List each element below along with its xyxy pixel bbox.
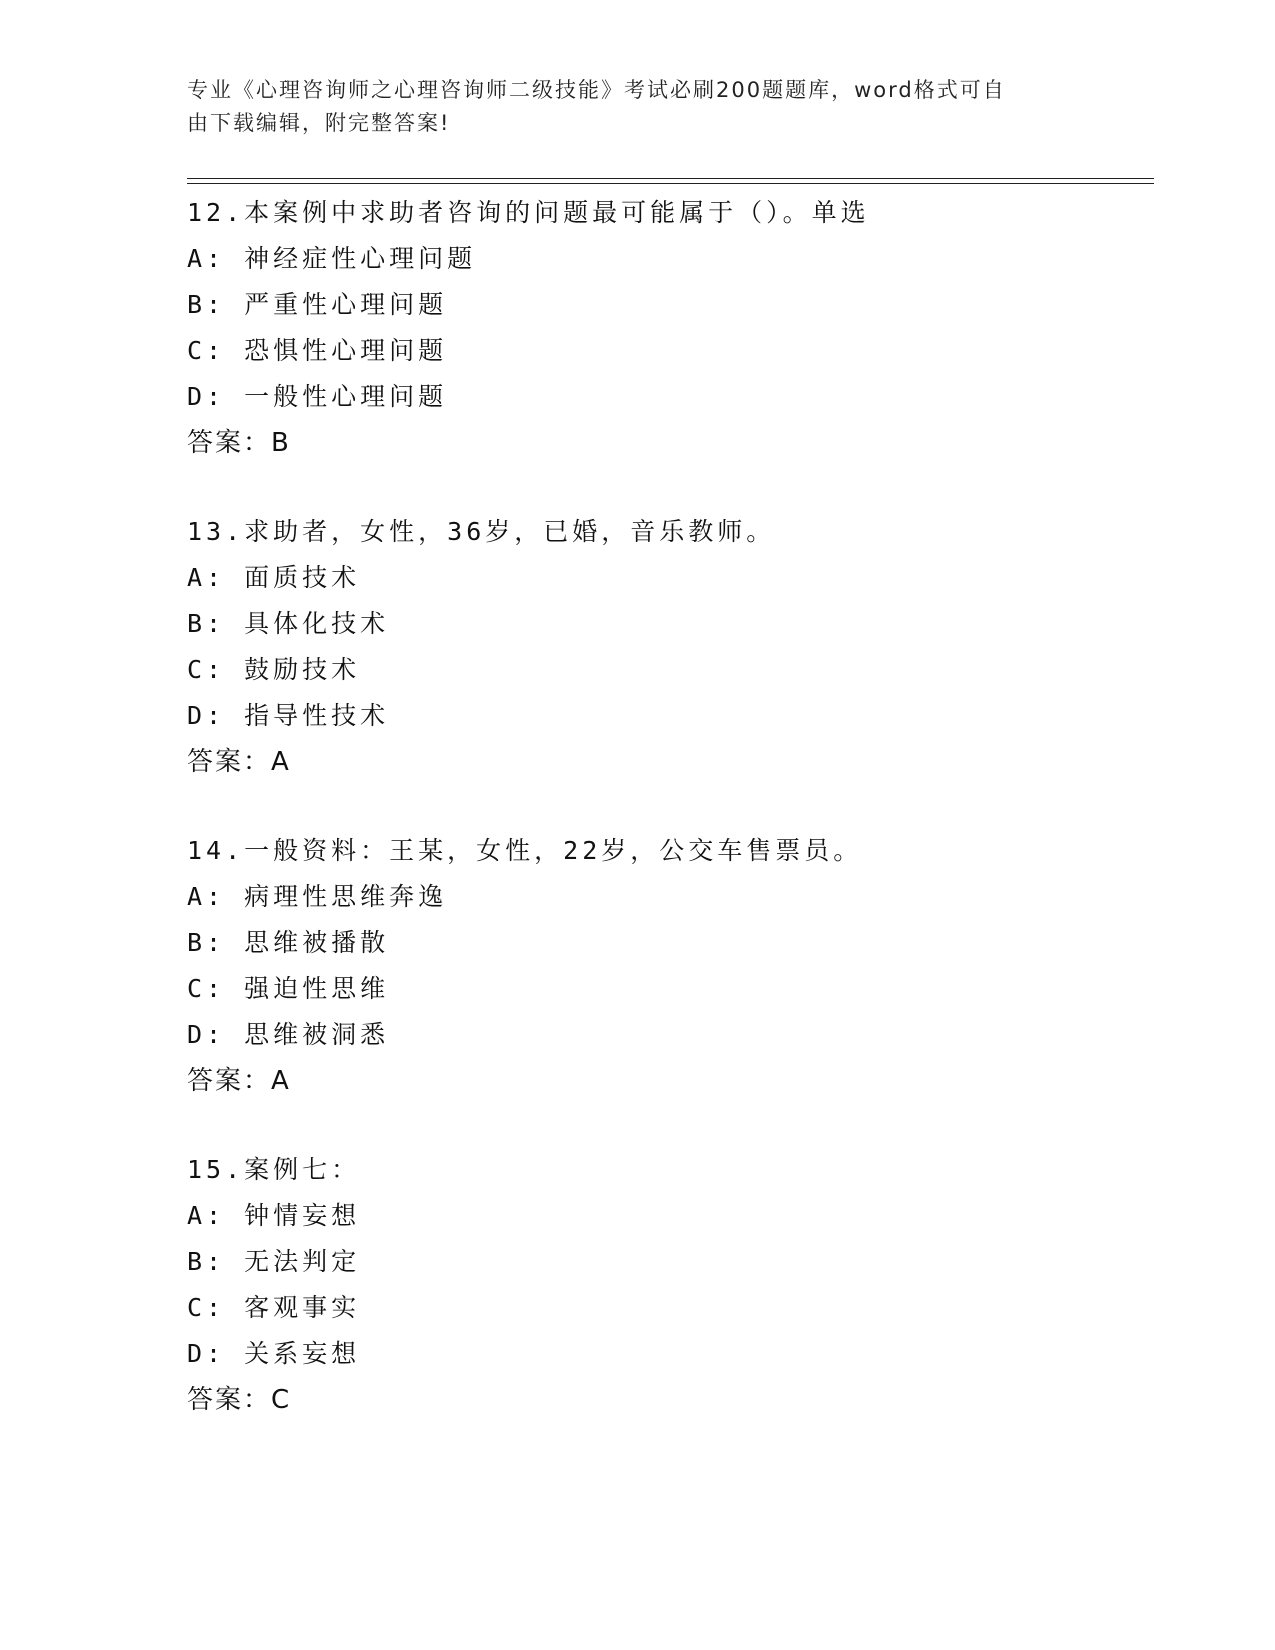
option-a: A: 神经症性心理问题 [187, 244, 477, 273]
answer-line: 答案：B [187, 428, 291, 458]
option-d: D: 关系妄想 [187, 1339, 361, 1368]
option-c: C: 鼓励技术 [187, 655, 361, 684]
question-list [187, 190, 1147, 1466]
header-line: 专业《心理咨询师之心理咨询师二级技能》考试必刷200题题库，word格式可自 [187, 78, 1006, 102]
header-divider-bottom [187, 183, 1154, 184]
question-item [187, 1147, 1147, 1423]
option-c: C: 恐惧性心理问题 [187, 336, 448, 365]
question-stem: 15.案例七： [187, 1155, 361, 1184]
answer-line: 答案：A [187, 1066, 291, 1096]
option-a: A: 钟情妄想 [187, 1201, 361, 1230]
question-item [187, 509, 1147, 785]
option-a: A: 面质技术 [187, 563, 361, 592]
question-item [187, 190, 1147, 466]
option-b: B: 具体化技术 [187, 609, 390, 638]
option-b: B: 严重性心理问题 [187, 290, 448, 319]
option-b: B: 无法判定 [187, 1247, 361, 1276]
document-header [187, 74, 1067, 140]
option-a: A: 病理性思维奔逸 [187, 882, 448, 911]
header-divider-top [187, 178, 1154, 179]
answer-line: 答案：C [187, 1385, 292, 1415]
question-stem: 12.本案例中求助者咨询的问题最可能属于（）。单选 [187, 198, 870, 227]
option-d: D: 思维被洞悉 [187, 1020, 390, 1049]
question-stem: 14.一般资料：王某，女性，22岁，公交车售票员。 [187, 836, 863, 865]
option-b: B: 思维被播散 [187, 928, 390, 957]
option-c: C: 客观事实 [187, 1293, 361, 1322]
option-d: D: 一般性心理问题 [187, 382, 448, 411]
option-d: D: 指导性技术 [187, 701, 390, 730]
option-c: C: 强迫性思维 [187, 974, 390, 1003]
header-line: 由下载编辑，附完整答案! [187, 111, 451, 135]
question-item [187, 828, 1147, 1104]
answer-line: 答案：A [187, 747, 291, 777]
question-stem: 13.求助者，女性，36岁，已婚，音乐教师。 [187, 517, 776, 546]
